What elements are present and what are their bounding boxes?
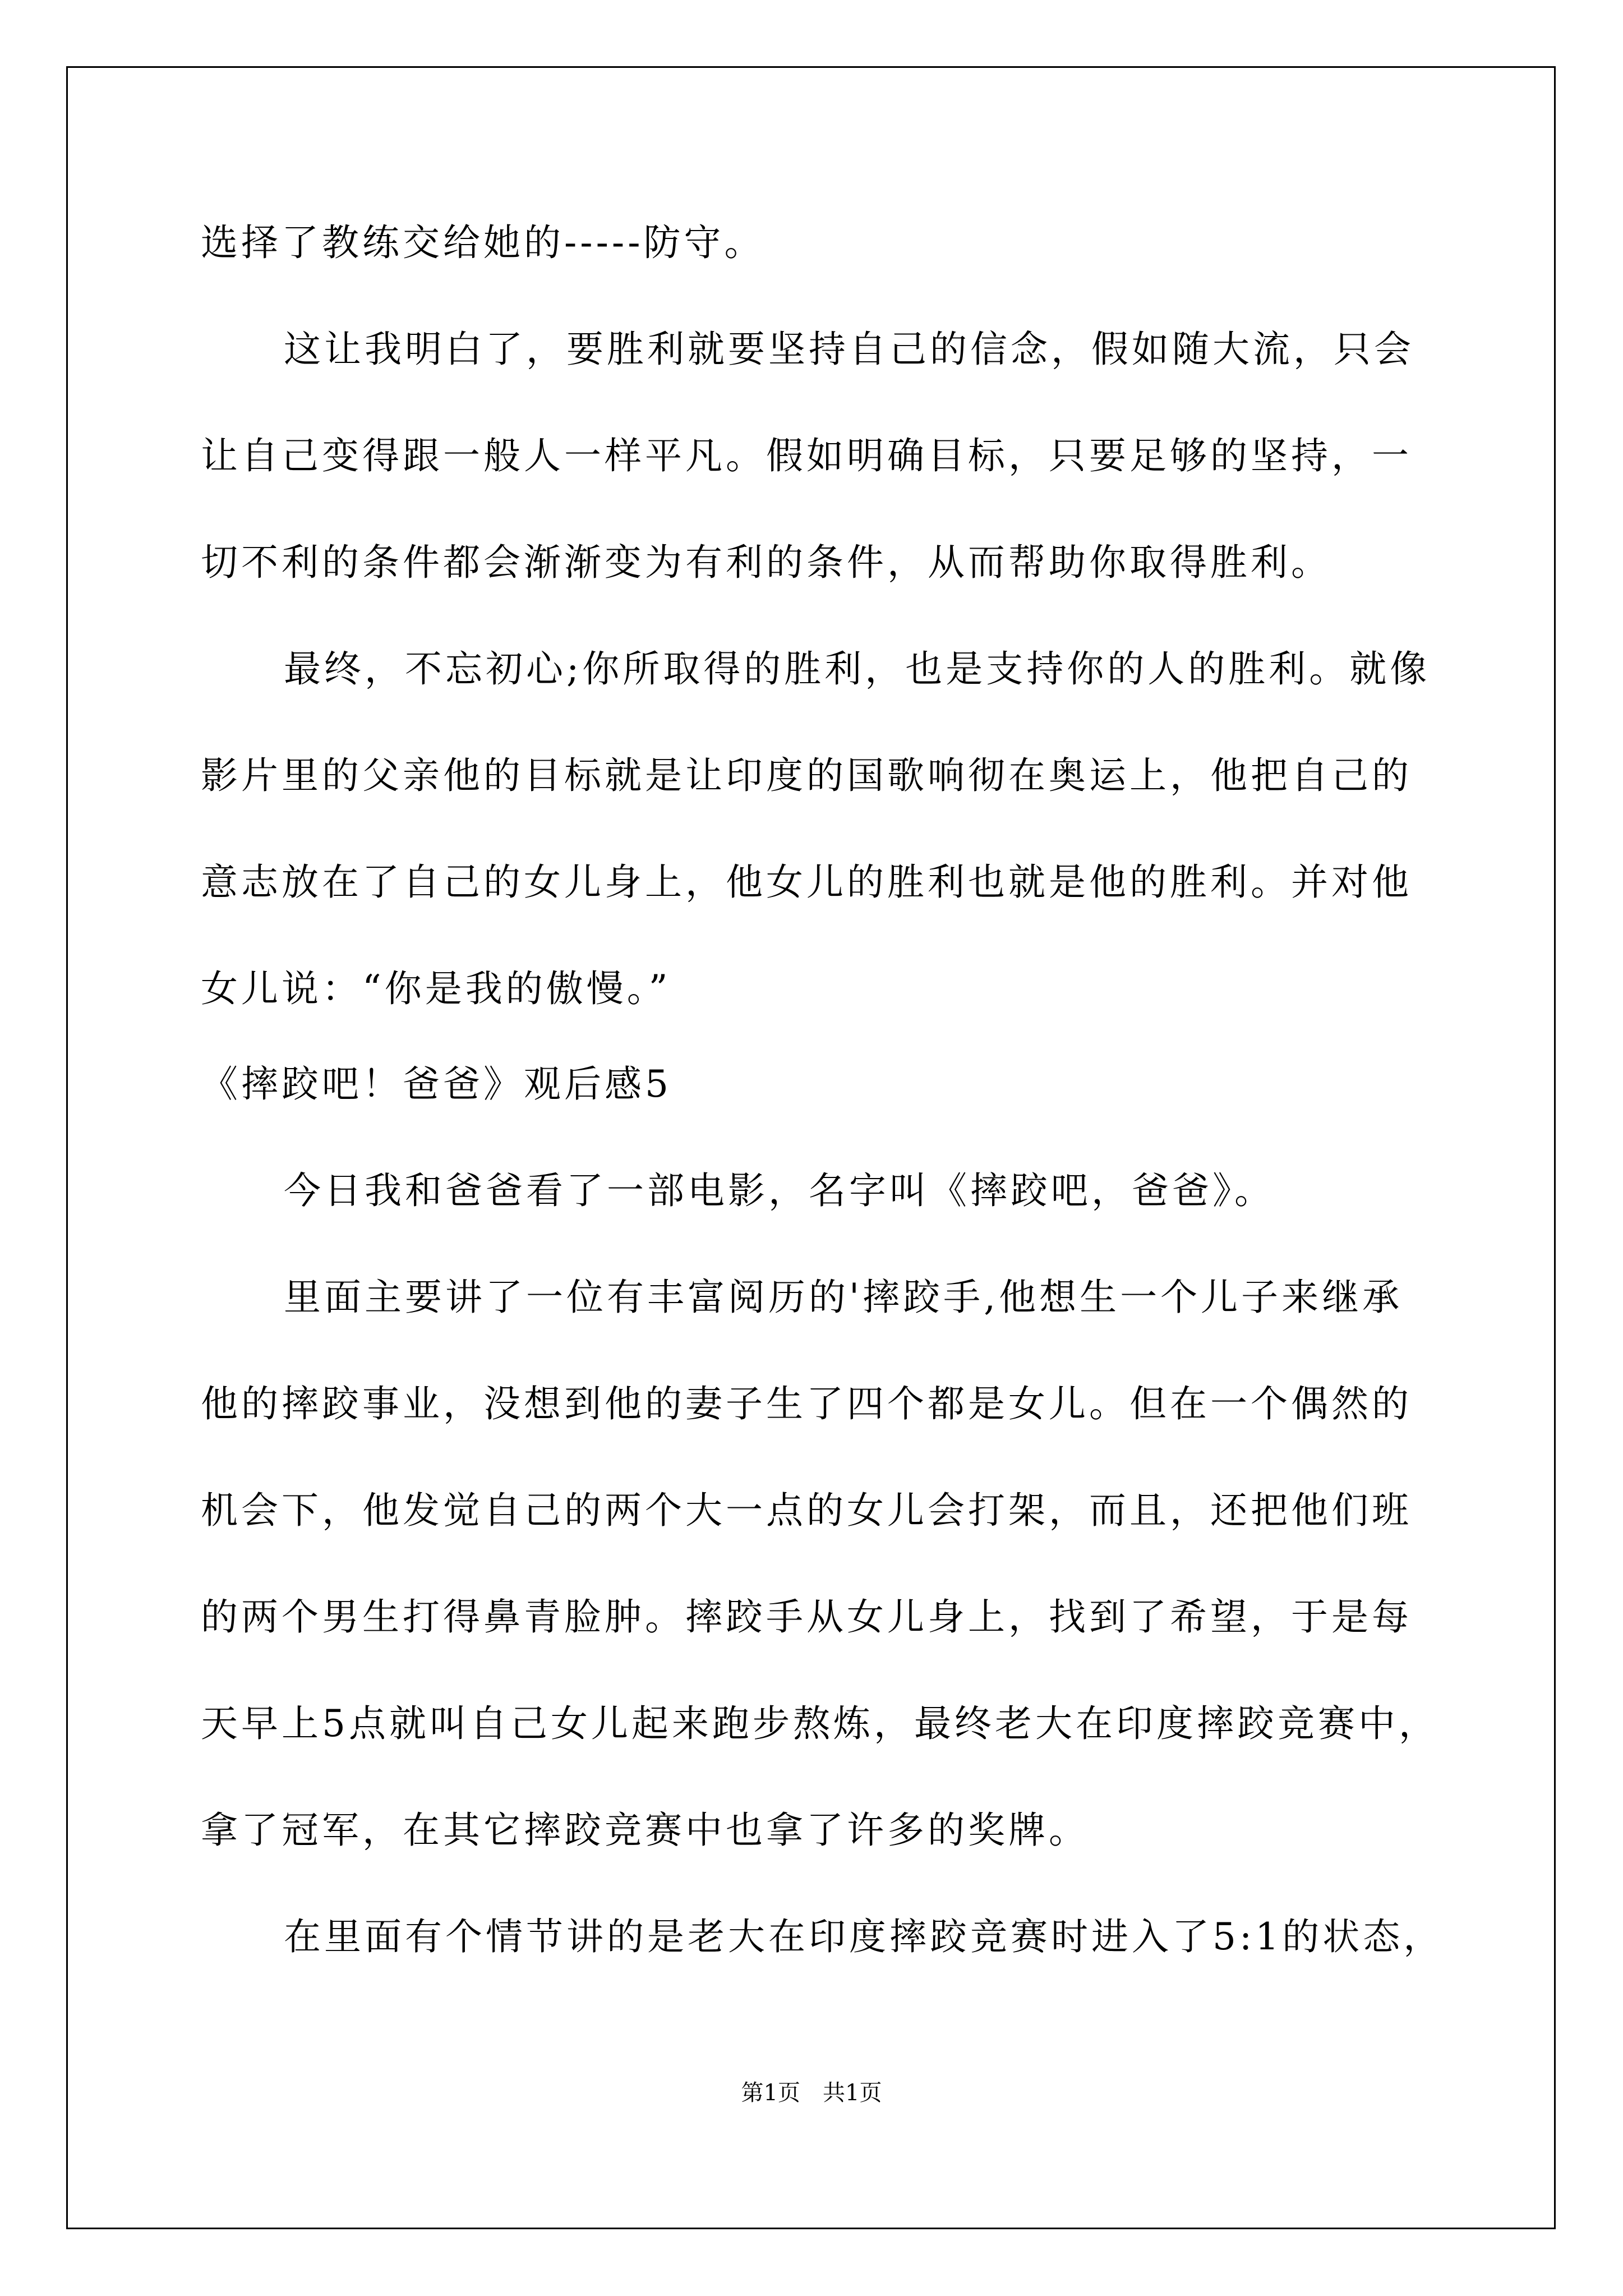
text-line: 里面主要讲了一位有丰富阅历的'摔跤手,他想生一个儿子来继承	[284, 1276, 1403, 1319]
text-line: 意志放在了自己的女儿身上，他女儿的胜利也就是他的胜利。并对他	[201, 861, 1412, 904]
text-line: 机会下，他发觉自己的两个大一点的女儿会打架，而且，还把他们班	[201, 1489, 1412, 1532]
text-line: 在里面有个情节讲的是老大在印度摔跤竞赛时进入了5:1的状态，	[284, 1915, 1444, 1958]
section-heading: 《摔跤吧！爸爸》观后感5	[201, 1062, 672, 1106]
text-line: 拿了冠军，在其它摔跤竞赛中也拿了许多的奖牌。	[201, 1809, 1089, 1852]
page-border	[66, 66, 1556, 2229]
text-line: 天早上5点就叫自己女儿起来跑步熬炼，最终老大在印度摔跤竞赛中，	[201, 1702, 1439, 1745]
text-line: 今日我和爸爸看了一部电影，名字叫《摔跤吧，爸爸》。	[284, 1169, 1275, 1212]
text-line: 影片里的父亲他的目标就是让印度的国歌响彻在奥运上，他把自己的	[201, 754, 1412, 797]
page-footer: 第1页 共1页	[741, 2080, 882, 2106]
text-line: 让自己变得跟一般人一样平凡。假如明确目标，只要足够的坚持，一	[201, 434, 1412, 477]
text-line: 选择了教练交给她的-----防守。	[201, 221, 765, 264]
text-line: 的两个男生打得鼻青脸肿。摔跤手从女儿身上，找到了希望，于是每	[201, 1595, 1412, 1639]
text-line: 他的摔跤事业，没想到他的妻子生了四个都是女儿。但在一个偶然的	[201, 1382, 1412, 1425]
text-line: 这让我明白了，要胜利就要坚持自己的信念，假如随大流，只会	[284, 328, 1414, 371]
text-line: 切不利的条件都会渐渐变为有利的条件，从而帮助你取得胜利。	[201, 541, 1331, 584]
text-line: 女儿说：“你是我的傲慢。”	[201, 967, 671, 1010]
text-line: 最终，不忘初心;你所取得的胜利，也是支持你的人的胜利。就像	[284, 647, 1431, 691]
